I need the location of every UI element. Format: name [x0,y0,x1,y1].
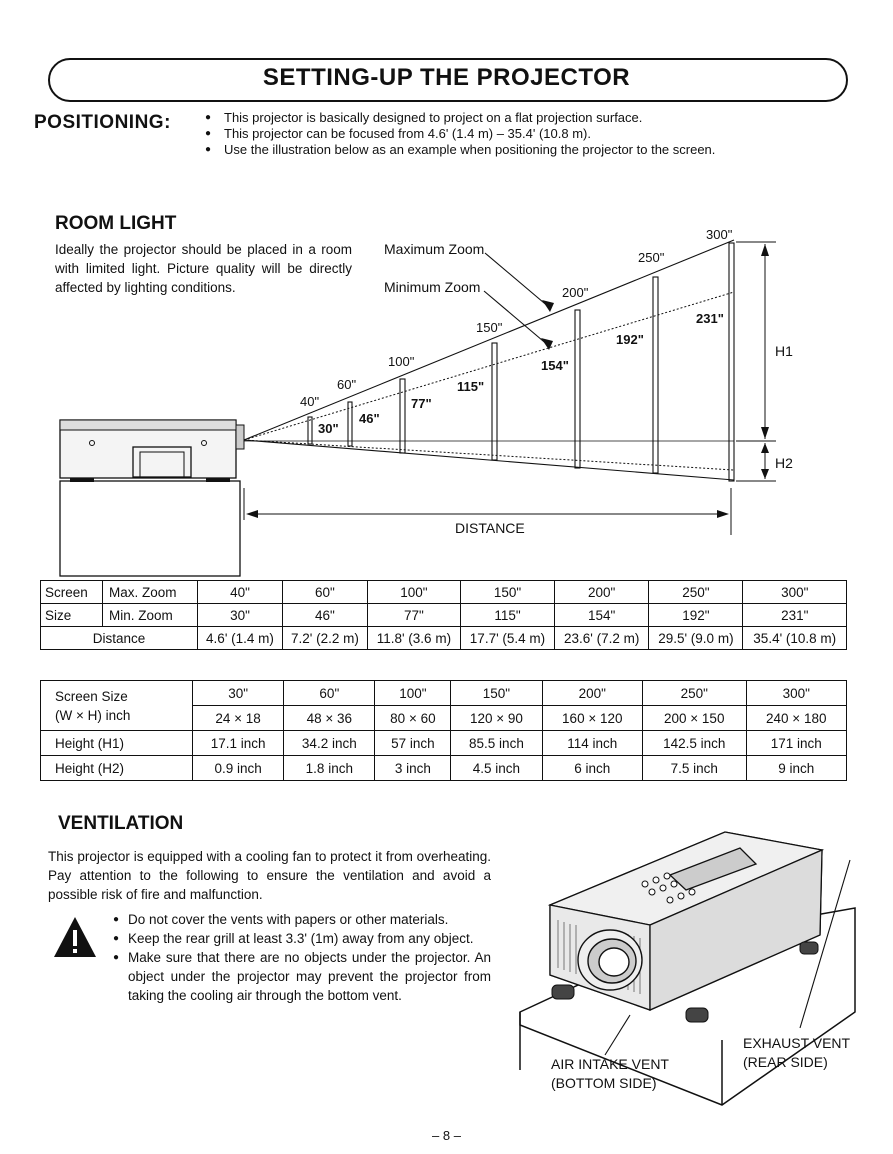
table-cell: 150" [451,681,542,706]
table-cell: 30" [193,681,284,706]
air-intake-label: AIR INTAKE VENT [551,1056,669,1072]
projector-table [60,481,240,576]
min-size-label: 115" [457,379,485,394]
distance-row-label: Distance [41,627,198,650]
min-zoom-label: Minimum Zoom [384,279,481,295]
max-size-label: 300" [706,227,733,242]
max-size-label: 250" [638,250,665,265]
positioning-bullet: ● This projector can be focused from 4.6' (1.4 m) – 35.4' (10.8 m). [205,126,715,142]
table-cell: 60" [284,681,375,706]
max-zoom-label: Maximum Zoom [384,241,485,257]
ventilation-bullet: ● Do not cover the vents with papers or other materials. [113,910,491,929]
h1-row-label: Height (H1) [41,731,193,756]
ventilation-bullets [113,910,491,1005]
table-cell: 142.5 inch [642,731,746,756]
table-cell: 9 inch [746,756,847,781]
exhaust-sub: (REAR SIDE) [743,1054,828,1070]
ventilation-text: This projector is equipped with a cooling fan to protect it from overheating. Pay attention to the following to ensure the ventilation and avoid a possible risk of fire and malfunction. [48,849,491,902]
positioning-bullet: ● This projector is basically designed to project on a flat projection surface. [205,110,715,126]
table-cell: 3 inch [375,756,451,781]
table-cell: 85.5 inch [451,731,542,756]
table-cell: 17.1 inch [193,731,284,756]
positioning-bullet: ● Use the illustration below as an example when positioning the projector to the screen. [205,142,715,158]
table-cell: 1.8 inch [284,756,375,781]
table-cell: 120 × 90 [451,706,542,731]
min-zoom-row-label: Min. Zoom [103,604,198,627]
screen-label: Screen [41,581,103,604]
screen-bar-300 [729,243,734,481]
room-light-heading: ROOM LIGHT [55,213,177,234]
table-cell: 80 × 60 [375,706,451,731]
min-size-label: 231" [696,311,724,326]
max-size-label: 40" [300,394,320,409]
ventilation-heading: VENTILATION [58,813,184,834]
table-cell: 57 inch [375,731,451,756]
air-intake-caption [551,1055,669,1093]
table-cell: 300" [743,581,847,604]
table-cell: 100" [367,581,460,604]
table-cell: 250" [649,581,743,604]
size-label: Size [41,604,103,627]
table-cell: 7.5 inch [642,756,746,781]
table-cell: 24 × 18 [193,706,284,731]
page-title: SETTING-UP THE PROJECTOR [262,64,631,91]
table-cell: 240 × 180 [746,706,847,731]
min-size-label: 192" [616,332,644,347]
table-cell: 40" [198,581,283,604]
screen-size-label [41,681,193,731]
table-cell: 7.2' (2.2 m) [282,627,367,650]
screen-size-label-1: Screen Size [55,688,128,704]
table-cell: 160 × 120 [542,706,642,731]
table-cell: 200 × 150 [642,706,746,731]
zoom-distance-table [40,580,847,650]
screen-bar-100 [400,379,405,453]
table-cell: 77" [367,604,460,627]
min-size-label: 154" [541,358,569,373]
table-cell: 250" [642,681,746,706]
min-size-label: 30" [318,421,339,436]
table-cell: 48 × 36 [284,706,375,731]
table-cell: 100" [375,681,451,706]
screen-bar-250 [653,277,658,473]
exhaust-label: EXHAUST VENT [743,1035,851,1051]
table-cell: 200" [542,681,642,706]
ventilation-bullet: ● Make sure that there are no objects under the projector. An object under the projector may prevent the projector from taking the cooling air through the bottom vent. [113,948,491,1005]
table-cell: 114 inch [542,731,642,756]
screen-bar-150 [492,343,497,460]
table-cell: 231" [743,604,847,627]
screen-size-table [40,680,847,781]
page-number: – 8 – [432,1128,461,1143]
table-cell: 171 inch [746,731,847,756]
distance-label: DISTANCE [455,520,525,536]
table-cell: 150" [460,581,554,604]
table-cell: 60" [282,581,367,604]
screen-bar-200 [575,310,580,468]
max-size-label: 100" [388,354,415,369]
max-zoom-row-label: Max. Zoom [103,581,198,604]
max-size-label: 150" [476,320,503,335]
table-cell: 6 inch [542,756,642,781]
max-size-label: 60" [337,377,357,392]
room-light-text: Ideally the projector should be placed in a room with limited light. Picture quality will be directly affected by lighting conditions. [55,242,352,295]
h2-row-label: Height (H2) [41,756,193,781]
screen-bar-40 [308,417,312,444]
table-cell: 34.2 inch [284,731,375,756]
table-cell: 115" [460,604,554,627]
table-cell: 192" [649,604,743,627]
projector-side-icon [60,420,244,482]
table-cell: 4.6' (1.4 m) [198,627,283,650]
table-cell: 23.6' (7.2 m) [555,627,649,650]
table-cell: 29.5' (9.0 m) [649,627,743,650]
exhaust-caption [743,1034,850,1072]
ventilation-bullet: ● Keep the rear grill at least 3.3' (1m) away from any object. [113,929,491,948]
table-cell: 154" [555,604,649,627]
max-size-label: 200" [562,285,589,300]
table-cell: 35.4' (10.8 m) [743,627,847,650]
table-cell: 0.9 inch [193,756,284,781]
screen-size-label-2: (W × H) inch [55,707,131,723]
positioning-heading: POSITIONING: [34,112,171,133]
warning-icon [53,916,97,958]
lens-icon [578,930,642,990]
min-size-label: 77" [411,396,432,411]
min-size-label: 46" [359,411,380,426]
table-cell: 30" [198,604,283,627]
table-cell: 300" [746,681,847,706]
h1-label: H1 [775,343,793,359]
table-cell: 4.5 inch [451,756,542,781]
table-cell: 11.8' (3.6 m) [367,627,460,650]
table-cell: 17.7' (5.4 m) [460,627,554,650]
table-cell: 46" [282,604,367,627]
air-intake-sub: (BOTTOM SIDE) [551,1075,657,1091]
table-cell: 200" [555,581,649,604]
h2-label: H2 [775,455,793,471]
